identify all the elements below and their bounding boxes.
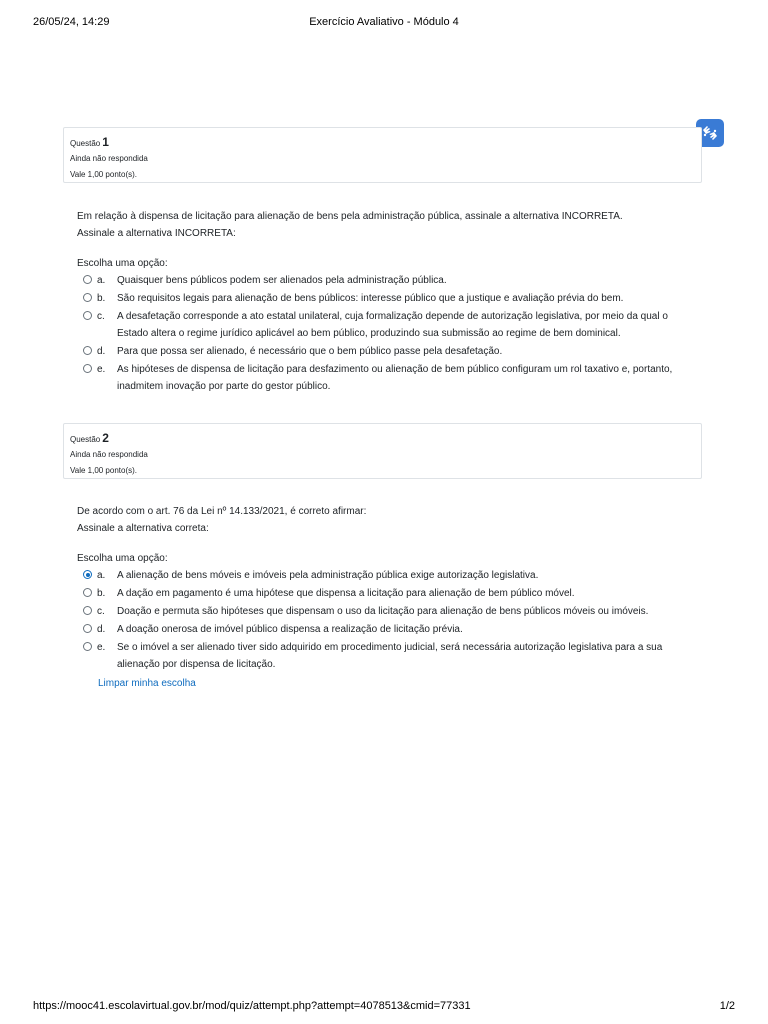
option-text: A desafetação corresponde a ato estatal unilateral, cuja formalização depende de autorização legislativa, por meio da qual o Estado altera o regime jurídico aplicável ao bem público, produzindo sua submissão ao regime de bem dominical.	[117, 311, 668, 339]
question-label: Questão	[70, 139, 101, 148]
radio-button[interactable]	[83, 346, 92, 355]
answer-option-a[interactable]	[77, 567, 697, 584]
option-text: São requisitos legais para alienação de bens públicos: interesse público que a justique e avaliação prévia do bem.	[117, 293, 624, 304]
option-text: A doação onerosa de imóvel público dispensa a realização de licitação prévia.	[117, 624, 463, 635]
question-instruction: Assinale a alternativa INCORRETA:	[77, 228, 236, 239]
question-state: Ainda não respondida	[70, 450, 148, 459]
option-letter: c.	[97, 311, 105, 322]
answer-option-d[interactable]	[77, 621, 697, 638]
option-letter: a.	[97, 275, 106, 286]
choose-option-prompt: Escolha uma opção:	[77, 258, 168, 269]
answer-option-c[interactable]	[77, 308, 697, 342]
option-letter: a.	[97, 570, 106, 581]
question-state: Ainda não respondida	[70, 154, 148, 163]
answer-option-c[interactable]	[77, 603, 697, 620]
radio-button[interactable]	[83, 624, 92, 633]
question-2-content	[77, 503, 697, 692]
print-header	[33, 16, 735, 30]
print-url: https://mooc41.escolavirtual.gov.br/mod/quiz/attempt.php?attempt=4078513&cmid=77331	[33, 1000, 471, 1012]
option-text: Quaisquer bens públicos podem ser alienados pela administração pública.	[117, 275, 447, 286]
option-letter: e.	[97, 642, 106, 653]
radio-button[interactable]	[83, 606, 92, 615]
print-datetime: 26/05/24, 14:29	[33, 16, 110, 28]
answer-list	[77, 272, 697, 395]
answer-option-d[interactable]	[77, 343, 697, 360]
radio-button[interactable]	[83, 311, 92, 320]
answer-option-e[interactable]	[77, 639, 697, 673]
question-1-info	[63, 127, 702, 183]
print-title: Exercício Avaliativo - Módulo 4	[309, 16, 459, 28]
question-2-info	[63, 423, 702, 479]
answer-option-a[interactable]	[77, 272, 697, 289]
answer-option-b[interactable]	[77, 290, 697, 307]
option-text: Doação e permuta são hipóteses que dispensam o uso da licitação para alienação de bens públicos móveis ou imóveis.	[117, 606, 649, 617]
option-letter: e.	[97, 364, 106, 375]
radio-button[interactable]	[83, 642, 92, 651]
radio-button-selected[interactable]	[83, 570, 92, 579]
radio-button[interactable]	[83, 275, 92, 284]
answer-option-b[interactable]	[77, 585, 697, 602]
option-letter: d.	[97, 624, 106, 635]
question-instruction: Assinale a alternativa correta:	[77, 523, 209, 534]
question-number: 1	[102, 135, 109, 149]
print-footer	[33, 1000, 735, 1014]
question-grade: Vale 1,00 ponto(s).	[70, 170, 138, 179]
option-letter: c.	[97, 606, 105, 617]
answer-list	[77, 567, 697, 673]
radio-button[interactable]	[83, 588, 92, 597]
hand-signs-icon	[700, 123, 720, 143]
question-number: 2	[102, 431, 109, 445]
question-grade: Vale 1,00 ponto(s).	[70, 466, 138, 475]
choose-option-prompt: Escolha uma opção:	[77, 553, 168, 564]
question-text: Em relação à dispensa de licitação para alienação de bens pela administração pública, assinale a alternativa INCORRETA.	[77, 211, 623, 222]
option-letter: b.	[97, 293, 106, 304]
print-page-number: 1/2	[719, 1000, 735, 1012]
option-letter: d.	[97, 346, 106, 357]
option-text: Para que possa ser alienado, é necessário que o bem público passe pela desafetação.	[117, 346, 503, 357]
question-1-content	[77, 208, 697, 395]
option-letter: b.	[97, 588, 106, 599]
option-text: A dação em pagamento é uma hipótese que dispensa a licitação para alienação de bem público móvel.	[117, 588, 575, 599]
radio-button[interactable]	[83, 293, 92, 302]
question-label: Questão	[70, 435, 101, 444]
clear-choice-link[interactable]: Limpar minha escolha	[98, 678, 196, 689]
option-text: As hipóteses de dispensa de licitação para desfazimento ou alienação de bem público configuram um rol taxativo e, portanto, inadmitem inovação por parte do gestor público.	[117, 364, 673, 392]
answer-option-e[interactable]	[77, 361, 697, 395]
option-text: A alienação de bens móveis e imóveis pela administração pública exige autorização legislativa.	[117, 570, 539, 581]
radio-button[interactable]	[83, 364, 92, 373]
question-text: De acordo com o art. 76 da Lei nº 14.133/2021, é correto afirmar:	[77, 506, 367, 517]
option-text: Se o imóvel a ser alienado tiver sido adquirido em procedimento judicial, será necessária autorização legislativa para a sua alienação por dispensa de licitação.	[117, 642, 663, 670]
